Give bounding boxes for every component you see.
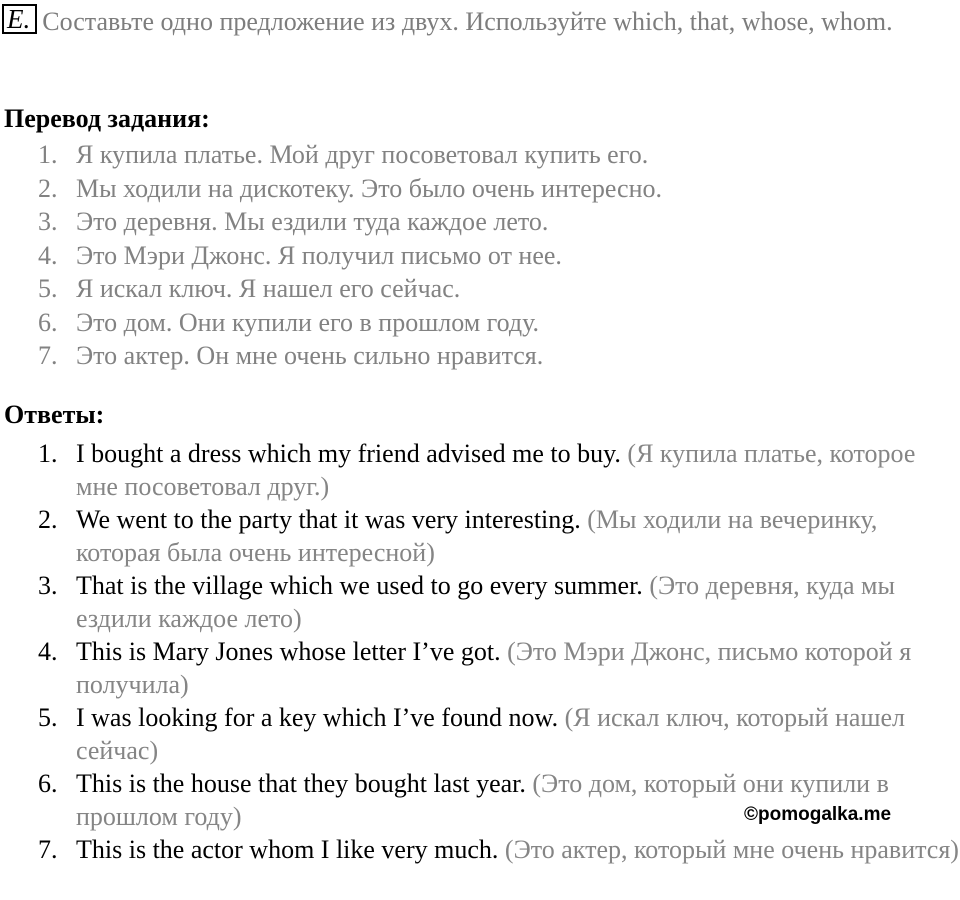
watermark: ©pomogalka.me bbox=[744, 804, 892, 825]
answer-english: I bought a dress which my friend advised me to buy. bbox=[76, 439, 621, 468]
answer-body bbox=[76, 503, 960, 569]
list-item bbox=[0, 172, 940, 206]
list-item bbox=[0, 205, 940, 239]
answer-english: This is Mary Jones whose letter I’ve got. bbox=[76, 637, 501, 666]
answer-russian: (Я купила платье, которое мне посоветовал друг.) bbox=[76, 439, 916, 501]
answer-body bbox=[76, 833, 960, 866]
list-item bbox=[0, 272, 940, 306]
list-item bbox=[0, 306, 940, 340]
answer-english: We went to the party that it was very interesting. bbox=[76, 505, 581, 534]
item-text: Это деревня. Мы ездили туда каждое лето. bbox=[76, 207, 549, 236]
answer-body bbox=[76, 701, 960, 767]
list-item bbox=[0, 833, 960, 899]
item-number: 5. bbox=[38, 274, 58, 303]
task-instruction bbox=[2, 4, 952, 38]
answer-russian: (Это актер, который мне очень нравится) bbox=[504, 835, 959, 864]
translation-heading: Перевод задания: bbox=[4, 104, 210, 133]
task-instruction-text: Составьте одно предложение из двух. Используйте which, that, whose, whom. bbox=[42, 7, 893, 36]
task-letter-box: E. bbox=[2, 4, 37, 34]
list-item bbox=[0, 569, 960, 635]
item-number: 4. bbox=[38, 637, 58, 666]
answer-russian: (Это дом, который они купили в прошлом году) bbox=[76, 769, 889, 831]
answer-english: I was looking for a key which I’ve found now. bbox=[76, 703, 559, 732]
answer-english: This is the actor whom I like very much. bbox=[76, 835, 499, 864]
item-text: Мы ходили на дискотеку. Это было очень интересно. bbox=[76, 173, 662, 203]
answer-body bbox=[76, 569, 960, 635]
item-text: Это актер. Он мне очень сильно нравится. bbox=[76, 341, 544, 370]
list-item bbox=[0, 138, 940, 172]
answer-english: That is the village which we used to go every summer. bbox=[76, 571, 643, 600]
item-number: 5. bbox=[38, 703, 58, 732]
item-number: 6. bbox=[38, 769, 58, 798]
answers-heading: Ответы: bbox=[4, 400, 105, 429]
item-number: 3. bbox=[38, 571, 58, 600]
item-text: Я купила платье. Мой друг посоветовал купить его. bbox=[76, 140, 649, 169]
item-number: 1. bbox=[38, 140, 58, 169]
item-number: 4. bbox=[38, 240, 58, 270]
answer-body bbox=[76, 635, 960, 701]
answer-russian: (Я искал ключ, который нашел сейчас) bbox=[76, 703, 906, 765]
list-item bbox=[0, 503, 960, 569]
item-number: 6. bbox=[38, 307, 58, 337]
answer-russian: (Мы ходили на вечеринку, которая была очень интересной) bbox=[76, 505, 878, 567]
answer-russian: (Это деревня, куда мы ездили каждое лето) bbox=[76, 571, 895, 633]
list-item bbox=[0, 239, 940, 273]
answers-list bbox=[0, 437, 960, 899]
list-item bbox=[0, 437, 960, 503]
answer-russian: (Это Мэри Джонс, письмо которой я получила) bbox=[76, 637, 912, 699]
list-item bbox=[0, 635, 960, 701]
item-text: Это дом. Они купили его в прошлом году. bbox=[76, 307, 540, 337]
item-number: 2. bbox=[38, 173, 58, 203]
item-number: 2. bbox=[38, 505, 58, 534]
item-text: Я искал ключ. Я нашел его сейчас. bbox=[76, 274, 461, 303]
list-item bbox=[0, 339, 940, 373]
item-number: 7. bbox=[38, 835, 58, 864]
answer-body bbox=[76, 437, 960, 503]
list-item bbox=[0, 701, 960, 767]
item-number: 3. bbox=[38, 207, 58, 236]
item-number: 1. bbox=[38, 439, 58, 468]
item-text: Это Мэри Джонс. Я получил письмо от нее. bbox=[76, 240, 562, 270]
translation-list bbox=[0, 138, 940, 373]
answer-english: This is the house that they bought last year. bbox=[76, 769, 526, 798]
item-number: 7. bbox=[38, 341, 58, 370]
